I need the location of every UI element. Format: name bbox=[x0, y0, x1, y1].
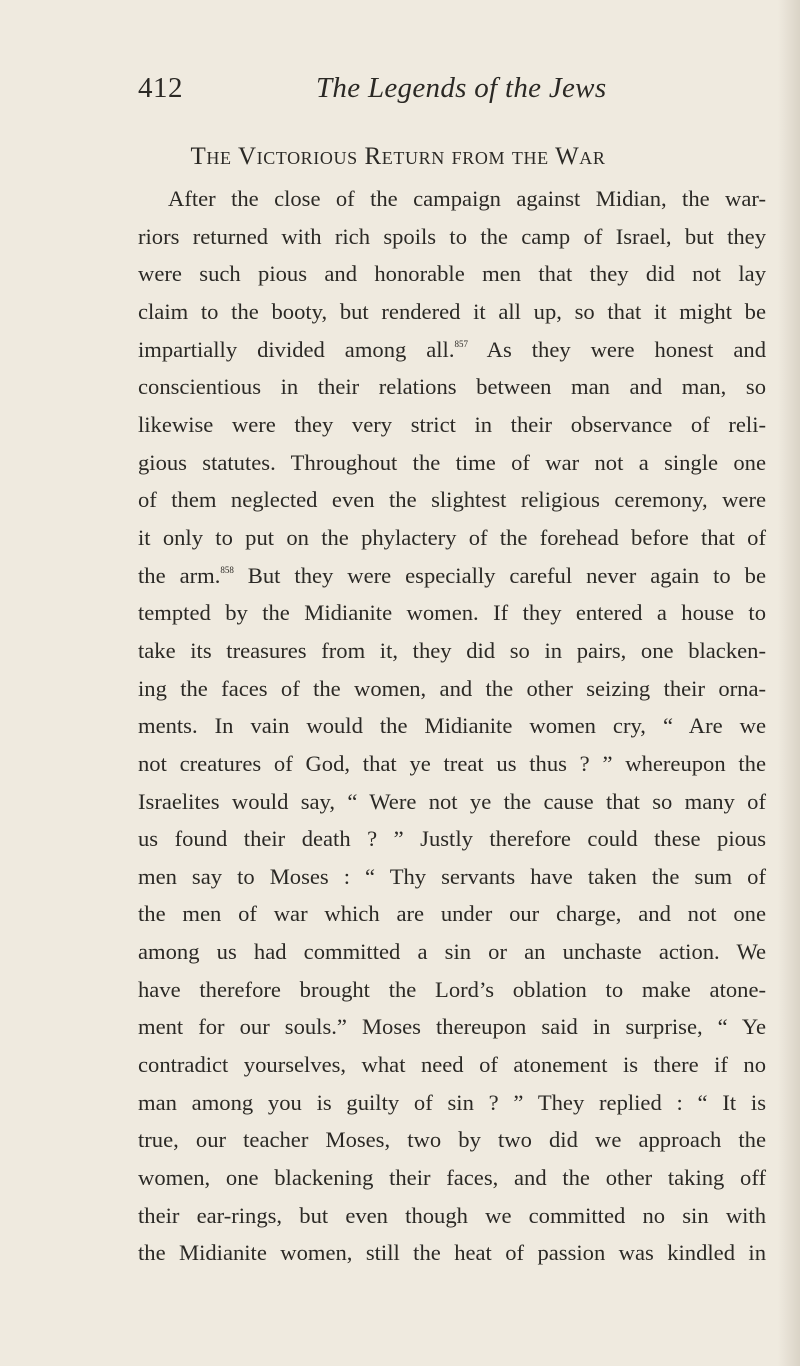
page-number: 412 bbox=[138, 72, 183, 104]
text-line: man among you is guilty of sin ? ” They replied : “ It is bbox=[138, 1089, 766, 1115]
text-line: contradict yourselves, what need of atonement is there if no bbox=[138, 1052, 766, 1078]
body-text bbox=[138, 180, 766, 1272]
text-line: it only to put on the phylactery of the forehead before that of bbox=[138, 524, 766, 550]
running-head bbox=[138, 72, 658, 112]
text-line: men say to Moses : “ Thy servants have taken the sum of bbox=[138, 863, 766, 889]
book-title: The Legends of the Jews bbox=[316, 72, 607, 104]
text-line: ments. In vain would the Midianite women cry, “ Are we bbox=[138, 713, 766, 739]
text-line: among us had committed a sin or an unchaste action. We bbox=[138, 939, 766, 965]
text-line: ing the faces of the women, and the other seizing their orna- bbox=[138, 675, 766, 701]
text-line: the Midianite women, still the heat of passion was kindled in bbox=[138, 1240, 766, 1266]
text-line: riors returned with rich spoils to the camp of Israel, but they bbox=[138, 223, 766, 249]
text-line: ment for our souls.” Moses thereupon said in surprise, “ Ye bbox=[138, 1014, 766, 1040]
line-text: impartially divided among all. bbox=[138, 336, 455, 362]
text-line: Israelites would say, “ Were not ye the cause that so many of bbox=[138, 788, 766, 814]
footnote-reference: 857 bbox=[454, 338, 468, 349]
line-text: But they were especially careful never again to be bbox=[233, 562, 766, 588]
text-line bbox=[138, 331, 766, 369]
section-title: The Victorious Return from the War bbox=[190, 143, 606, 170]
text-line: women, one blackening their faces, and the other taking off bbox=[138, 1165, 766, 1191]
text-line: conscientious in their relations between man and man, so bbox=[138, 374, 766, 400]
line-text: As they were honest and bbox=[467, 336, 766, 362]
text-line: claim to the booty, but rendered it all up, so that it might be bbox=[138, 298, 766, 324]
text-line: After the close of the campaign against Midian, the war- bbox=[168, 186, 766, 211]
text-line: not creatures of God, that ye treat us thus ? ” whereupon the bbox=[138, 750, 766, 776]
line-text: the arm. bbox=[138, 562, 221, 588]
text-line: the men of war which are under our charge, and not one bbox=[138, 901, 766, 927]
text-line bbox=[138, 557, 766, 595]
text-line: their ear-rings, but even though we committed no sin with bbox=[138, 1202, 766, 1228]
footnote-reference: 858 bbox=[220, 564, 234, 575]
text-line: take its treasures from it, they did so in pairs, one blacken- bbox=[138, 637, 766, 663]
page-edge-shadow bbox=[778, 0, 800, 1366]
text-line: of them neglected even the slightest religious ceremony, were bbox=[138, 487, 766, 513]
text-line: likewise were they very strict in their observance of reli- bbox=[138, 411, 766, 437]
text-line: tempted by the Midianite women. If they entered a house to bbox=[138, 600, 766, 626]
text-line: have therefore brought the Lord’s oblation to make atone- bbox=[138, 976, 766, 1002]
text-line: gious statutes. Throughout the time of war not a single one bbox=[138, 449, 766, 475]
text-line: true, our teacher Moses, two by two did we approach the bbox=[138, 1127, 766, 1153]
text-line: us found their death ? ” Justly therefore could these pious bbox=[138, 826, 766, 852]
text-line: were such pious and honorable men that they did not lay bbox=[138, 261, 766, 287]
